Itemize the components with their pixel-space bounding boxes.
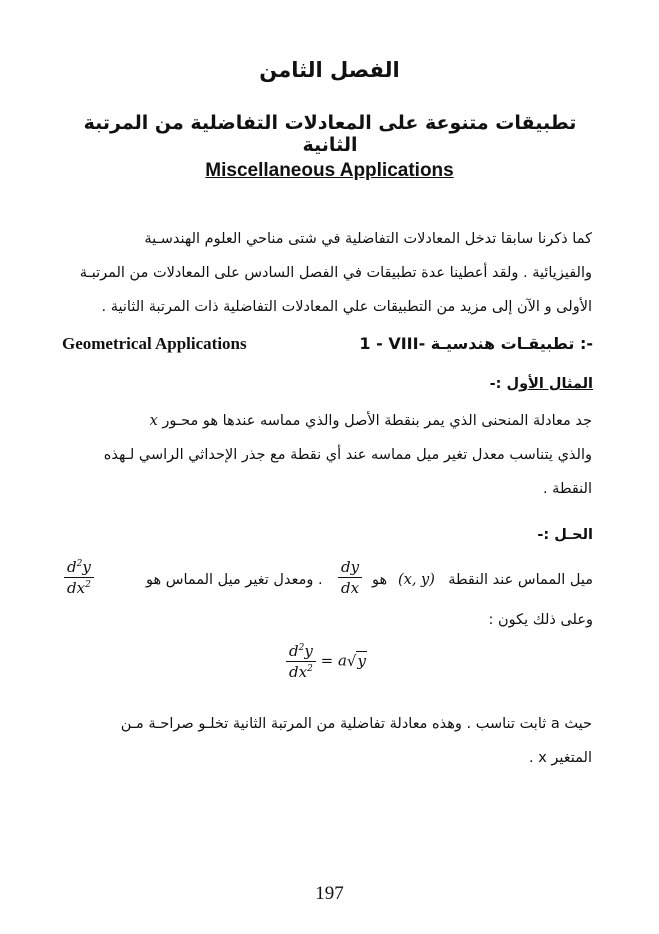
dy-numerator: dy xyxy=(338,558,362,578)
arabic-heading: تطبيقات متنوعة على المعادلات التفاضلية من المرتبة الثانية xyxy=(83,112,577,156)
sqrt-radicand: y xyxy=(357,651,366,670)
eq-d2y-y: y xyxy=(304,642,313,660)
solution-line1-b: هو xyxy=(372,572,388,588)
eq-dx2-exponent: 2 xyxy=(307,664,313,674)
conclusion-line: المتغير x . xyxy=(529,750,592,766)
intro-line: والفيزيائية . ولقد أعطينا عدة تطبيقات في الفصل السادس على المعادلات من المرتبـة xyxy=(79,265,592,281)
english-heading: Miscellaneous Applications xyxy=(205,160,454,181)
conclusion-line: حيث a ثابت تناسب . وهذه معادلة تفاضلية من المرتبة الثانية تخلـو صراحـة مـن xyxy=(120,716,592,732)
example-label-suffix: :- xyxy=(489,376,502,392)
section-title-english: Geometrical Applications xyxy=(62,334,247,353)
page-number: 197 xyxy=(315,883,344,904)
solution-label: الحـل :- xyxy=(537,527,593,543)
chapter-title: الفصل الثامن xyxy=(259,58,400,82)
example-line xyxy=(62,404,592,438)
eq-d2y-numerator xyxy=(286,642,316,662)
second-derivative-fraction xyxy=(64,558,94,597)
dx2-exponent: 2 xyxy=(85,580,91,590)
solution-line1-a: ميل المماس عند النقطة xyxy=(448,572,593,588)
conclusion-paragraph xyxy=(62,707,592,775)
sqrt-symbol: √y xyxy=(346,651,366,670)
d2y-numerator xyxy=(64,558,94,578)
intro-paragraph xyxy=(62,222,592,324)
example-paragraph xyxy=(62,404,592,506)
dx-denominator: dx xyxy=(341,579,360,597)
section-title-arabic: 1 - VIII- تطبيقـات هندسيـة :- xyxy=(359,334,593,353)
dx2-denominator xyxy=(64,578,94,597)
solution-line2: وعلى ذلك يكون : xyxy=(488,612,593,628)
point-xy: (x, y) xyxy=(398,572,435,588)
eq-d2y-d: d xyxy=(289,642,299,660)
eq-dx2-denominator xyxy=(286,662,316,681)
d2y-y: y xyxy=(82,558,91,576)
example-line-text: جد معادلة المنحنى الذي يمر بنقطة الأصل والذي مماسه عندها هو محـور xyxy=(162,413,592,429)
d2y-exponent: 2 xyxy=(76,559,83,569)
example-label xyxy=(490,376,593,392)
variable-x: x xyxy=(149,413,158,429)
eq-dx2-dx: dx xyxy=(289,663,308,681)
intro-line: كما ذكرنا سابقا تدخل المعادلات التفاضلية في شتى مناحي العلوم الهندسـية xyxy=(144,231,592,247)
example-label-text: المثال الأول xyxy=(506,376,593,392)
equation-rhs-coefficient: = a xyxy=(320,651,347,670)
example-line: النقطة . xyxy=(542,481,592,497)
intro-line: الأولى و الآن إلى مزيد من التطبيقات علي المعادلات التفاضلية ذات المرتبة الثانية . xyxy=(101,299,592,315)
solution-line1-c: . ومعدل تغير ميل المماس هو xyxy=(146,572,323,588)
dy-dx-fraction xyxy=(338,558,362,597)
example-line: والذي يتناسب معدل تغير ميل مماسه عند أي نقطة مع جذر الإحداثي الراسي لـهذه xyxy=(103,447,592,463)
equation-lhs-fraction xyxy=(286,642,316,681)
d2y-d: d xyxy=(67,558,77,576)
dx2-dx: dx xyxy=(67,579,86,597)
eq-d2y-exponent: 2 xyxy=(298,643,305,653)
differential-equation xyxy=(286,642,367,681)
